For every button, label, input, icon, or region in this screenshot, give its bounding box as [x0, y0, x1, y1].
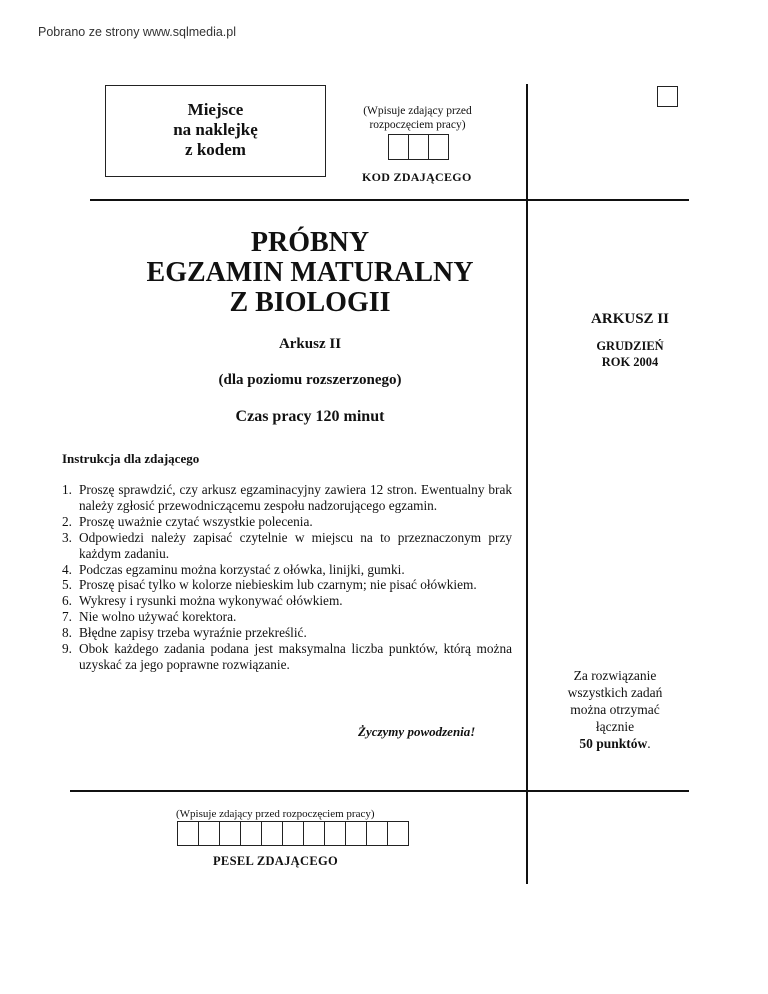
instructions-heading: Instrukcja dla zdającego: [62, 451, 200, 466]
top-divider: [90, 199, 689, 201]
code-digit-cell[interactable]: [388, 134, 409, 160]
points-line-4: łącznie: [595, 719, 635, 734]
instruction-item: [62, 593, 512, 609]
vertical-divider: [526, 84, 528, 884]
level-label: (dla poziomu rozszerzonego): [218, 372, 402, 388]
points-line-3: można otrzymać: [570, 702, 660, 717]
side-year: ROK 2004: [601, 355, 659, 369]
instructions-list: [62, 482, 512, 673]
instruction-item: [62, 482, 512, 514]
title-line-1: PRÓBNY: [250, 227, 370, 258]
pesel-digit-cell[interactable]: [345, 821, 367, 846]
corner-checkbox[interactable]: [657, 86, 678, 107]
sticker-placeholder-box: [105, 85, 326, 177]
code-digit-cell[interactable]: [408, 134, 429, 160]
pesel-digit-cell[interactable]: [198, 821, 220, 846]
instruction-text: Błędne zapisy trzeba wyraźnie przekreślić.: [79, 625, 307, 641]
instruction-text: Proszę pisać tylko w kolorze niebieskim lub czarnym; nie pisać ołówkiem.: [79, 577, 477, 593]
sheet-label: Arkusz II: [278, 336, 342, 352]
pesel-cells[interactable]: [178, 821, 409, 846]
candidate-code-label: KOD ZDAJĄCEGO: [362, 170, 472, 184]
source-note: Pobrano ze strony www.sqlmedia.pl: [38, 25, 237, 39]
pesel-digit-cell[interactable]: [261, 821, 283, 846]
good-luck-wish: Życzymy powodzenia!: [358, 724, 476, 739]
pesel-label: PESEL ZDAJĄCEGO: [213, 854, 339, 868]
instruction-text: Proszę uważnie czytać wszystkie polecenia.: [79, 513, 313, 529]
instruction-number: 2.: [62, 513, 72, 529]
pesel-digit-cell[interactable]: [387, 821, 409, 846]
pesel-digit-cell[interactable]: [177, 821, 199, 846]
pesel-digit-cell[interactable]: [324, 821, 346, 846]
sticker-line-1: Miejsce: [187, 100, 244, 119]
side-sheet-label: ARKUSZ II: [591, 311, 669, 327]
pesel-digit-cell[interactable]: [303, 821, 325, 846]
sticker-line-2: na naklejkę: [173, 120, 258, 139]
pesel-digit-cell[interactable]: [240, 821, 262, 846]
instruction-text: Obok każdego zadania podana jest maksymalna liczba punktów, którą można uzyskać za jego poprawne rozwiązanie.: [79, 641, 512, 672]
instruction-item: [62, 609, 512, 625]
bottom-divider: [70, 790, 689, 792]
instruction-number: 8.: [62, 625, 72, 641]
instruction-text: Nie wolno używać korektora.: [79, 609, 237, 625]
instruction-item: [62, 562, 512, 578]
title-line-3: Z BIOLOGII: [229, 287, 391, 318]
points-line-5: [540, 735, 690, 752]
pesel-digit-cell[interactable]: [282, 821, 304, 846]
candidate-code-cells[interactable]: [389, 134, 449, 160]
code-digit-cell[interactable]: [428, 134, 449, 160]
time-label: Czas pracy 120 minut: [235, 408, 385, 425]
instruction-item: [62, 514, 512, 530]
instruction-item: [62, 577, 512, 593]
instruction-text: Wykresy i rysunki można wykonywać ołówkiem.: [79, 593, 343, 609]
points-line-2: wszystkich zadań: [567, 685, 663, 700]
exam-title: [90, 228, 530, 318]
points-total: 50 punktów: [579, 736, 648, 751]
instruction-item: [62, 625, 512, 641]
instruction-item: [62, 530, 512, 562]
title-line-2: EGZAMIN MATURALNY: [146, 257, 474, 288]
pesel-digit-cell[interactable]: [219, 821, 241, 846]
code-note-line-2: rozpoczęciem pracy): [369, 119, 466, 131]
instruction-text: Odpowiedzi należy zapisać czytelnie w miejscu na to przeznaczonym przy każdym zadaniu.: [79, 529, 512, 561]
instruction-item: [62, 641, 512, 673]
instruction-text: Proszę sprawdzić, czy arkusz egzaminacyjny zawiera 12 stron. Ewentualny brak należy zgłosić przewodniczącemu zespołu nadzorującego egzamin.: [79, 482, 512, 513]
pesel-digit-cell[interactable]: [366, 821, 388, 846]
instruction-number: 6.: [62, 593, 72, 609]
instruction-number: 1.: [62, 482, 72, 497]
pesel-instruction-note: (Wpisuje zdający przed rozpoczęciem pracy): [176, 808, 375, 820]
side-month: GRUDZIEŃ: [596, 339, 664, 353]
instruction-number: 4.: [62, 561, 72, 577]
points-period: .: [647, 736, 651, 751]
points-info: [540, 667, 690, 752]
instruction-number: 9.: [62, 641, 72, 657]
sticker-line-3: z kodem: [185, 140, 246, 159]
code-note-line-1: (Wpisuje zdający przed: [363, 105, 472, 117]
instruction-number: 7.: [62, 609, 72, 625]
instruction-number: 3.: [62, 529, 72, 545]
instruction-number: 5.: [62, 577, 72, 593]
instruction-text: Podczas egzaminu można korzystać z ołówka, linijki, gumki.: [79, 561, 405, 577]
code-instruction-note: [350, 104, 485, 132]
points-line-1: Za rozwiązanie: [573, 668, 657, 683]
